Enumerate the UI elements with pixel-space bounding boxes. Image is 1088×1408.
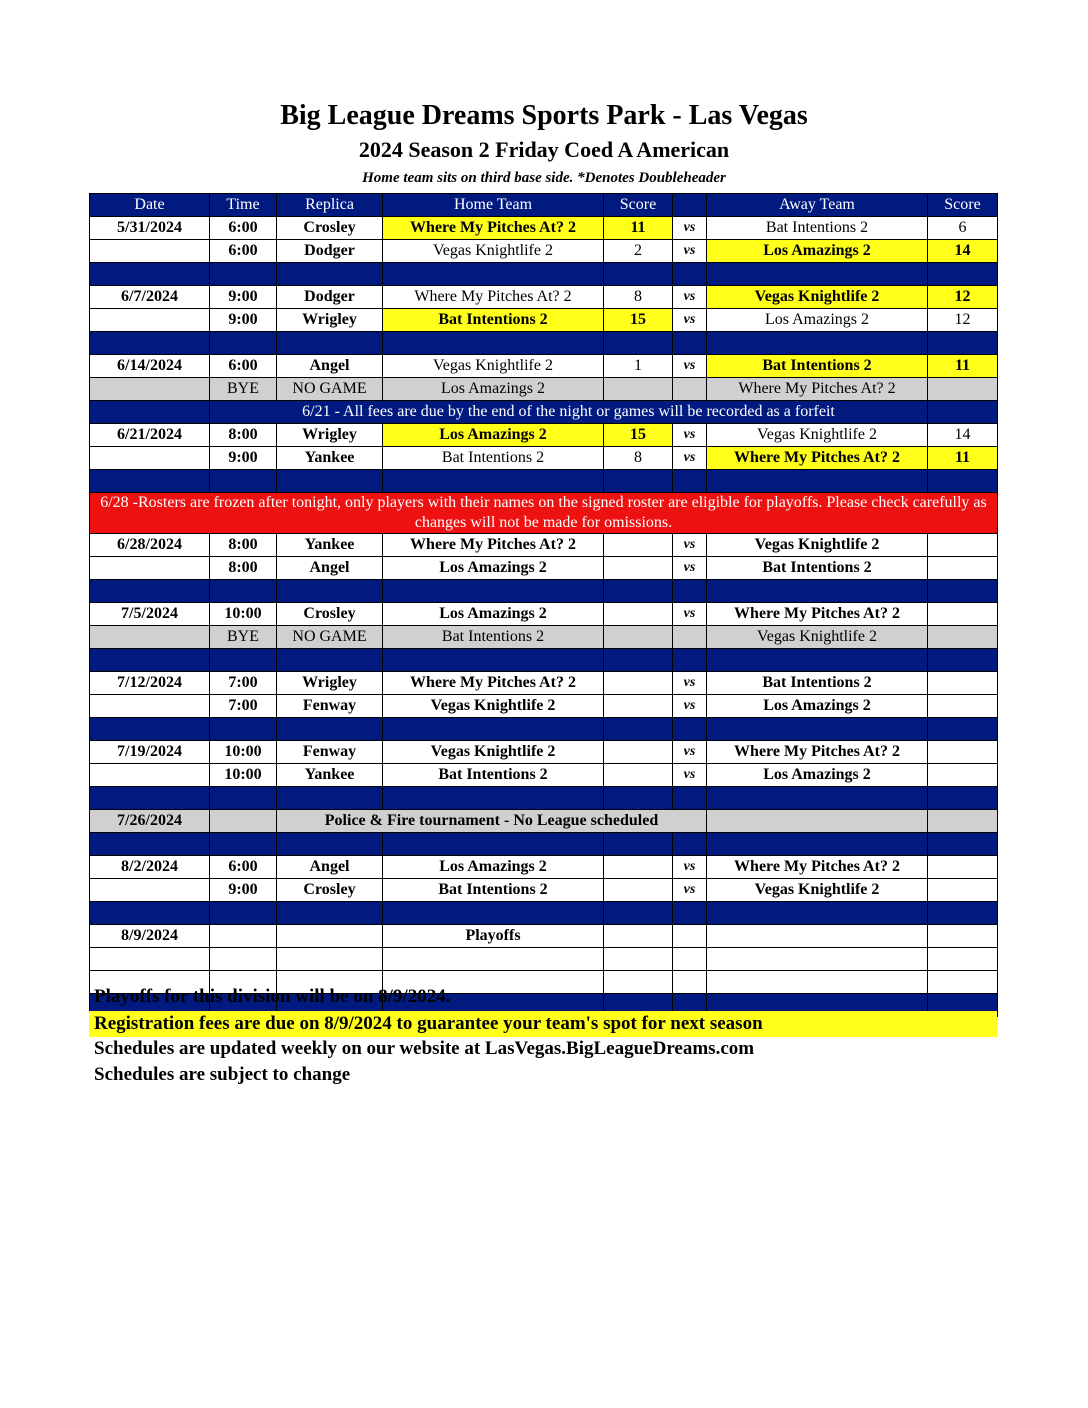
away-team-cell [707, 948, 928, 971]
date-cell [90, 764, 210, 787]
date-cell: 5/31/2024 [90, 217, 210, 240]
game-row [90, 741, 998, 764]
separator-cell [210, 470, 277, 493]
separator-cell [383, 470, 604, 493]
replica-cell: Angel [277, 557, 383, 580]
page-title: Big League Dreams Sports Park - Las Vegas [280, 100, 808, 131]
vs-cell: vs [673, 424, 707, 447]
footer-website-note: Schedules are updated weekly on our website at LasVegas.BigLeagueDreams.com [94, 1038, 755, 1059]
game-row [90, 695, 998, 718]
away-score-cell [928, 626, 998, 649]
separator-cell [90, 580, 210, 603]
date-cell: 7/5/2024 [90, 603, 210, 626]
separator-cell [277, 470, 383, 493]
notice-spacer [928, 401, 998, 424]
home-team-cell: Playoffs [383, 925, 604, 948]
replica-cell: Fenway [277, 695, 383, 718]
game-row [90, 856, 998, 879]
separator-cell [277, 833, 383, 856]
away-score-cell [928, 741, 998, 764]
separator-cell [210, 902, 277, 925]
replica-cell: Wrigley [277, 672, 383, 695]
home-team-cell: Bat Intentions 2 [383, 626, 604, 649]
separator-cell [210, 263, 277, 286]
date-cell: 8/9/2024 [90, 925, 210, 948]
date-cell: 8/2/2024 [90, 856, 210, 879]
vs-cell [673, 626, 707, 649]
roster-alert-text: 6/28 -Rosters are frozen after tonight, only players with their names on the signed roster are eligible for playoffs. Please check carefully as changes will not be made for omissions. [90, 493, 998, 534]
separator-cell [383, 833, 604, 856]
vs-cell: vs [673, 557, 707, 580]
vs-cell: vs [673, 355, 707, 378]
separator-cell [90, 649, 210, 672]
separator-cell [928, 787, 998, 810]
replica-cell: Crosley [277, 879, 383, 902]
date-cell: 6/7/2024 [90, 286, 210, 309]
home-score-cell: 11 [604, 217, 673, 240]
separator-row [90, 263, 998, 286]
away-team-cell: Where My Pitches At? 2 [707, 378, 928, 401]
home-score-cell: 15 [604, 309, 673, 332]
bye-row [90, 626, 998, 649]
away-team-cell: Bat Intentions 2 [707, 557, 928, 580]
separator-cell [90, 332, 210, 355]
date-cell: 7/12/2024 [90, 672, 210, 695]
separator-cell [928, 332, 998, 355]
separator-cell [673, 833, 707, 856]
separator-cell [928, 263, 998, 286]
away-score-cell [928, 557, 998, 580]
col-home-team-header: Home Team [383, 194, 604, 217]
home-team-cell: Where My Pitches At? 2 [383, 672, 604, 695]
away-team-cell: Los Amazings 2 [707, 309, 928, 332]
vs-cell: vs [673, 879, 707, 902]
replica-cell: Yankee [277, 447, 383, 470]
separator-cell [383, 902, 604, 925]
separator-cell [90, 787, 210, 810]
replica-cell [277, 925, 383, 948]
away-score-cell [928, 534, 998, 557]
page-subtitle: 2024 Season 2 Friday Coed A American [358, 137, 730, 162]
empty-cell [928, 810, 998, 833]
col-away-score-header: Score [928, 194, 998, 217]
separator-cell [928, 718, 998, 741]
col-date-header: Date [90, 194, 210, 217]
vs-cell: vs [673, 672, 707, 695]
separator-cell [673, 787, 707, 810]
time-cell: 10:00 [210, 764, 277, 787]
time-cell: 9:00 [210, 309, 277, 332]
home-team-cell: Vegas Knightlife 2 [383, 240, 604, 263]
separator-cell [90, 902, 210, 925]
home-score-cell [604, 626, 673, 649]
away-score-cell [928, 764, 998, 787]
away-team-cell: Vegas Knightlife 2 [707, 424, 928, 447]
game-row [90, 534, 998, 557]
separator-cell [707, 718, 928, 741]
separator-cell [673, 263, 707, 286]
away-score-cell [928, 672, 998, 695]
home-team-cell: Los Amazings 2 [383, 424, 604, 447]
vs-cell: vs [673, 741, 707, 764]
away-team-cell: Bat Intentions 2 [707, 217, 928, 240]
away-score-cell [928, 856, 998, 879]
replica-cell: NO GAME [277, 626, 383, 649]
separator-cell [210, 787, 277, 810]
separator-cell [210, 718, 277, 741]
time-cell: 6:00 [210, 856, 277, 879]
away-score-cell [928, 879, 998, 902]
empty-cell [707, 810, 928, 833]
replica-cell: Crosley [277, 217, 383, 240]
game-row [90, 764, 998, 787]
separator-cell [604, 263, 673, 286]
time-cell [210, 925, 277, 948]
home-score-cell [604, 603, 673, 626]
away-score-cell: 11 [928, 447, 998, 470]
time-cell: 10:00 [210, 741, 277, 764]
away-team-cell: Los Amazings 2 [707, 240, 928, 263]
away-team-cell: Vegas Knightlife 2 [707, 626, 928, 649]
separator-cell [604, 470, 673, 493]
replica-cell: Yankee [277, 764, 383, 787]
replica-cell: Fenway [277, 741, 383, 764]
home-team-cell: Los Amazings 2 [383, 603, 604, 626]
home-score-cell [604, 557, 673, 580]
vs-cell [673, 378, 707, 401]
home-team-cell: Where My Pitches At? 2 [383, 534, 604, 557]
away-score-cell: 14 [928, 424, 998, 447]
game-row [90, 309, 998, 332]
separator-cell [707, 470, 928, 493]
separator-row [90, 833, 998, 856]
time-cell: 6:00 [210, 355, 277, 378]
away-score-cell [928, 925, 998, 948]
schedule-body [90, 217, 998, 1017]
notice-spacer [90, 401, 210, 424]
separator-cell [928, 470, 998, 493]
separator-cell [90, 263, 210, 286]
date-cell: 7/26/2024 [90, 810, 210, 833]
separator-cell [604, 787, 673, 810]
replica-cell [277, 948, 383, 971]
time-cell: 7:00 [210, 672, 277, 695]
separator-cell [383, 580, 604, 603]
separator-cell [277, 580, 383, 603]
vs-cell: vs [673, 286, 707, 309]
separator-cell [673, 470, 707, 493]
header-note: Home team sits on third base side. *Denotes Doubleheader [362, 170, 726, 186]
away-team-cell: Where My Pitches At? 2 [707, 856, 928, 879]
game-row [90, 925, 998, 948]
separator-cell [928, 649, 998, 672]
away-score-cell: 6 [928, 217, 998, 240]
game-row [90, 948, 998, 971]
separator-cell [383, 787, 604, 810]
separator-cell [707, 833, 928, 856]
separator-row [90, 718, 998, 741]
home-score-cell [604, 672, 673, 695]
time-cell: 8:00 [210, 534, 277, 557]
separator-cell [277, 902, 383, 925]
away-team-cell: Where My Pitches At? 2 [707, 603, 928, 626]
date-cell [90, 378, 210, 401]
time-cell: BYE [210, 378, 277, 401]
time-cell: 9:00 [210, 286, 277, 309]
separator-cell [604, 649, 673, 672]
time-cell [210, 948, 277, 971]
footer-playoffs-note: Playoffs for this division will be on 8/9/2024. [94, 986, 451, 1007]
replica-cell: Dodger [277, 240, 383, 263]
separator-cell [90, 833, 210, 856]
home-score-cell [604, 925, 673, 948]
separator-cell [673, 649, 707, 672]
footer-registration-note: Registration fees are due on 8/9/2024 to guarantee your team's spot for next season [89, 1011, 997, 1037]
date-cell [90, 309, 210, 332]
game-row [90, 355, 998, 378]
replica-cell: Crosley [277, 603, 383, 626]
separator-cell [210, 332, 277, 355]
col-away-team-header: Away Team [707, 194, 928, 217]
time-cell: 7:00 [210, 695, 277, 718]
game-row [90, 217, 998, 240]
time-cell: 6:00 [210, 217, 277, 240]
separator-cell [383, 718, 604, 741]
away-team-cell: Where My Pitches At? 2 [707, 741, 928, 764]
separator-cell [673, 332, 707, 355]
home-team-cell: Where My Pitches At? 2 [383, 217, 604, 240]
home-score-cell [604, 879, 673, 902]
away-score-cell [928, 378, 998, 401]
home-team-cell: Los Amazings 2 [383, 856, 604, 879]
separator-cell [604, 332, 673, 355]
footer-change-note: Schedules are subject to change [94, 1064, 351, 1085]
separator-cell [277, 649, 383, 672]
header-row [90, 194, 998, 217]
away-team-cell [707, 925, 928, 948]
home-score-cell: 8 [604, 447, 673, 470]
fee-notice-text: 6/21 - All fees are due by the end of the night or games will be recorded as a forfeit [210, 401, 928, 424]
replica-cell: NO GAME [277, 378, 383, 401]
separator-cell [383, 332, 604, 355]
vs-cell [673, 948, 707, 971]
away-score-cell: 12 [928, 286, 998, 309]
separator-row [90, 649, 998, 672]
separator-cell [707, 580, 928, 603]
separator-cell [90, 718, 210, 741]
away-team-cell: Vegas Knightlife 2 [707, 286, 928, 309]
game-row [90, 672, 998, 695]
separator-cell [928, 580, 998, 603]
away-score-cell: 12 [928, 309, 998, 332]
separator-cell [90, 470, 210, 493]
home-score-cell [604, 695, 673, 718]
date-cell: 6/28/2024 [90, 534, 210, 557]
separator-cell [707, 263, 928, 286]
vs-cell: vs [673, 534, 707, 557]
separator-cell [604, 833, 673, 856]
replica-cell: Yankee [277, 534, 383, 557]
home-team-cell: Bat Intentions 2 [383, 764, 604, 787]
vs-cell: vs [673, 856, 707, 879]
replica-cell: Dodger [277, 286, 383, 309]
separator-cell [277, 718, 383, 741]
date-cell: 6/14/2024 [90, 355, 210, 378]
separator-cell [383, 649, 604, 672]
game-row [90, 240, 998, 263]
date-cell: 6/21/2024 [90, 424, 210, 447]
date-cell [90, 695, 210, 718]
vs-cell: vs [673, 309, 707, 332]
home-score-cell [604, 378, 673, 401]
separator-cell [604, 580, 673, 603]
home-team-cell: Bat Intentions 2 [383, 309, 604, 332]
away-team-cell: Bat Intentions 2 [707, 672, 928, 695]
col-replica-header: Replica [277, 194, 383, 217]
home-score-cell: 2 [604, 240, 673, 263]
game-row [90, 879, 998, 902]
bye-row [90, 378, 998, 401]
separator-cell [673, 580, 707, 603]
home-team-cell: Los Amazings 2 [383, 557, 604, 580]
vs-cell: vs [673, 217, 707, 240]
away-score-cell [928, 603, 998, 626]
time-cell: 6:00 [210, 240, 277, 263]
vs-cell: vs [673, 764, 707, 787]
col-home-score-header: Score [604, 194, 673, 217]
date-cell: 7/19/2024 [90, 741, 210, 764]
home-score-cell [604, 534, 673, 557]
vs-cell: vs [673, 695, 707, 718]
separator-cell [277, 332, 383, 355]
home-score-cell [604, 764, 673, 787]
time-cell: 8:00 [210, 557, 277, 580]
vs-cell: vs [673, 240, 707, 263]
away-score-cell: 11 [928, 355, 998, 378]
separator-cell [707, 332, 928, 355]
separator-cell [928, 833, 998, 856]
col-vs-header [673, 194, 707, 217]
home-team-cell: Vegas Knightlife 2 [383, 741, 604, 764]
separator-cell [707, 649, 928, 672]
game-row [90, 603, 998, 626]
time-cell: 9:00 [210, 879, 277, 902]
separator-cell [277, 263, 383, 286]
home-score-cell [604, 948, 673, 971]
time-cell: 10:00 [210, 603, 277, 626]
game-row [90, 447, 998, 470]
separator-row [90, 580, 998, 603]
vs-cell: vs [673, 447, 707, 470]
time-cell: 8:00 [210, 424, 277, 447]
home-team-cell [383, 948, 604, 971]
separator-cell [673, 718, 707, 741]
separator-row [90, 332, 998, 355]
separator-row [90, 470, 998, 493]
separator-cell [210, 833, 277, 856]
roster-alert-row [90, 493, 998, 534]
replica-cell: Wrigley [277, 424, 383, 447]
separator-cell [210, 649, 277, 672]
no-league-text: Police & Fire tournament - No League scheduled [277, 810, 707, 833]
home-team-cell: Vegas Knightlife 2 [383, 695, 604, 718]
vs-cell: vs [673, 603, 707, 626]
away-score-cell [928, 695, 998, 718]
away-score-cell [928, 948, 998, 971]
away-team-cell: Vegas Knightlife 2 [707, 879, 928, 902]
game-row [90, 557, 998, 580]
home-score-cell [604, 741, 673, 764]
date-cell [90, 240, 210, 263]
date-cell [90, 447, 210, 470]
home-score-cell: 15 [604, 424, 673, 447]
separator-cell [928, 902, 998, 925]
away-team-cell: Los Amazings 2 [707, 695, 928, 718]
home-score-cell: 1 [604, 355, 673, 378]
time-cell: 9:00 [210, 447, 277, 470]
no-league-row [90, 810, 998, 833]
away-team-cell: Bat Intentions 2 [707, 355, 928, 378]
game-row [90, 424, 998, 447]
separator-row [90, 902, 998, 925]
replica-cell: Angel [277, 856, 383, 879]
replica-cell: Angel [277, 355, 383, 378]
game-row [90, 286, 998, 309]
separator-cell [604, 718, 673, 741]
date-cell [90, 626, 210, 649]
home-team-cell: Bat Intentions 2 [383, 447, 604, 470]
home-team-cell: Bat Intentions 2 [383, 879, 604, 902]
date-cell [90, 557, 210, 580]
separator-cell [604, 902, 673, 925]
replica-cell: Wrigley [277, 309, 383, 332]
away-team-cell: Vegas Knightlife 2 [707, 534, 928, 557]
fee-notice-row [90, 401, 998, 424]
separator-cell [277, 787, 383, 810]
schedule-table [89, 193, 998, 1017]
home-team-cell: Where My Pitches At? 2 [383, 286, 604, 309]
home-team-cell: Los Amazings 2 [383, 378, 604, 401]
col-time-header: Time [210, 194, 277, 217]
separator-row [90, 787, 998, 810]
time-cell: BYE [210, 626, 277, 649]
away-score-cell: 14 [928, 240, 998, 263]
home-score-cell [604, 856, 673, 879]
home-score-cell: 8 [604, 286, 673, 309]
home-team-cell: Vegas Knightlife 2 [383, 355, 604, 378]
away-team-cell: Los Amazings 2 [707, 764, 928, 787]
separator-cell [707, 787, 928, 810]
separator-cell [383, 263, 604, 286]
date-cell [90, 948, 210, 971]
separator-cell [673, 902, 707, 925]
date-cell [90, 879, 210, 902]
separator-cell [210, 580, 277, 603]
away-team-cell: Where My Pitches At? 2 [707, 447, 928, 470]
vs-cell [673, 925, 707, 948]
separator-cell [707, 902, 928, 925]
time-cell [210, 810, 277, 833]
